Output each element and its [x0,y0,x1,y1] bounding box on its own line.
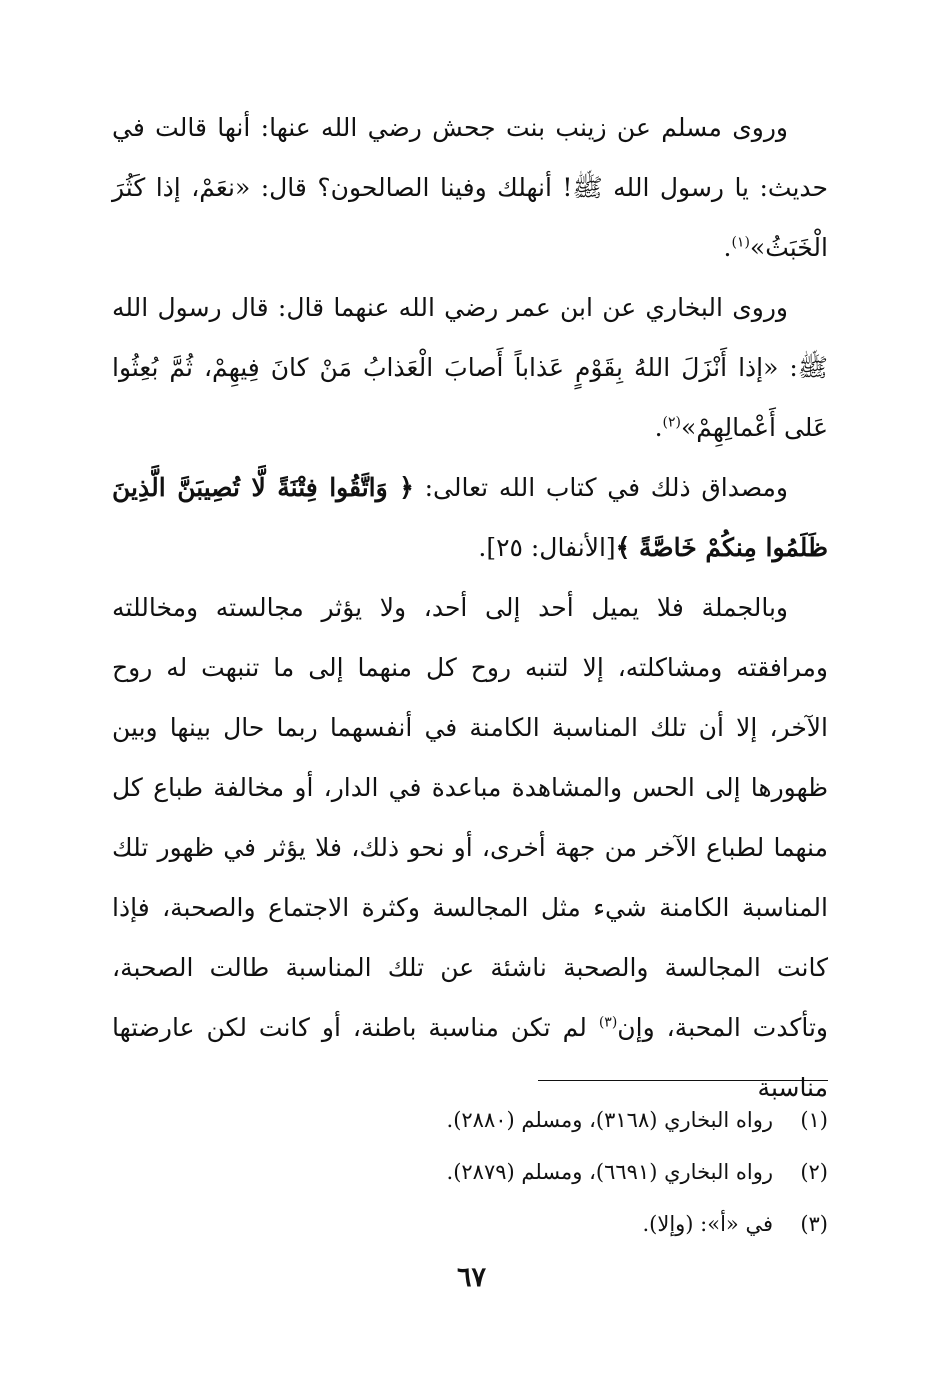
paragraph-hadith-muslim [112,98,828,278]
footnote-ref-3[interactable]: (٣) [598,1014,618,1031]
footnote-number: (١) [800,1108,828,1132]
footnote-1 [112,1094,828,1146]
footnote-text: رواه البخاري (٦٦٩١)، ومسلم (٢٨٧٩). [446,1160,773,1184]
footnote-3 [112,1198,828,1250]
paragraph-text: وبالجملة فلا يميل أحد إلى أحد، ولا يؤثر مجالسته ومخاللته ومرافقته ومشاكلته، إلا لتنبه روح كل منهما إلى ما تنبهت له روح الآخر، إلا أن تلك المناسبة الكامنة في أنفسهما ربما حال بينها وبين ظهورها إلى الحس والمشاهدة مباعدة في الدار، أو مخالفة طباع كل منهما لطباع الآخر من جهة أخرى، أو نحو ذلك، فلا يؤثر في ظهور تلك المناسبة الكامنة شيء مثل المجالسة وكثرة الاجتماع والصحبة، فإذا كانت المجالسة والصحبة ناشئة عن تلك المناسبة طالت الصحبة، وتأكدت المحبة، وإن [112,593,829,1042]
footnote-ref-2[interactable]: (٢) [662,414,681,431]
footnote-2 [112,1146,828,1198]
paragraph-text: ومصداق ذلك في كتاب الله تعالى: [424,473,788,502]
footnote-text: في «أ»: (وإلا). [642,1212,773,1236]
paragraph-text: وروى البخاري عن ابن عمر رضي الله عنهما قال: قال رسول الله ﷺ: «إذا أَنْزَلَ اللهُ بِقَوْمٍ عَذاباً أَصابَ الْعَذابُ مَنْ كانَ فِيهِمْ، ثُمَّ بُعِثُوا عَلى أَعْمالِهِمْ» [112,293,828,442]
paragraph-text: وروى مسلم عن زينب بنت جحش رضي الله عنها: أنها قالت في حديث: يا رسول الله ﷺ! أنهلك وفينا الصالحون؟ قال: «نعَمْ، إذا كَثُرَ الْخَبَثُ» [112,113,828,262]
paragraph-commentary [112,578,828,1118]
page-number: ٦٧ [456,1262,486,1293]
main-text [112,98,828,1118]
verse-source: [الأنفال: ٢٥]. [478,533,616,562]
paragraph-text: لم تكن مناسبة باطنة، أو كانت لكن عارضتها مناسبة [112,1013,828,1102]
footnote-number: (٢) [800,1160,828,1184]
footnotes [112,1094,828,1250]
paragraph-hadith-bukhari [112,278,828,458]
quran-verse: ﴿ وَاتَّقُوا فِتْنَةً لَّا تُصِيبَنَّ الَّذِينَ ظَلَمُوا مِنكُمْ خَاصَّةً ﴾ [112,473,828,562]
footnote-divider [538,1080,828,1081]
footnote-ref-1[interactable]: (١) [731,234,750,251]
footnote-text: رواه البخاري (٣١٦٨)، ومسلم (٢٨٨٠). [446,1108,773,1132]
footnote-number: (٣) [800,1212,828,1236]
paragraph-text: . [723,233,732,262]
paragraph-text: . [654,413,663,442]
paragraph-quran-verse [112,458,828,578]
